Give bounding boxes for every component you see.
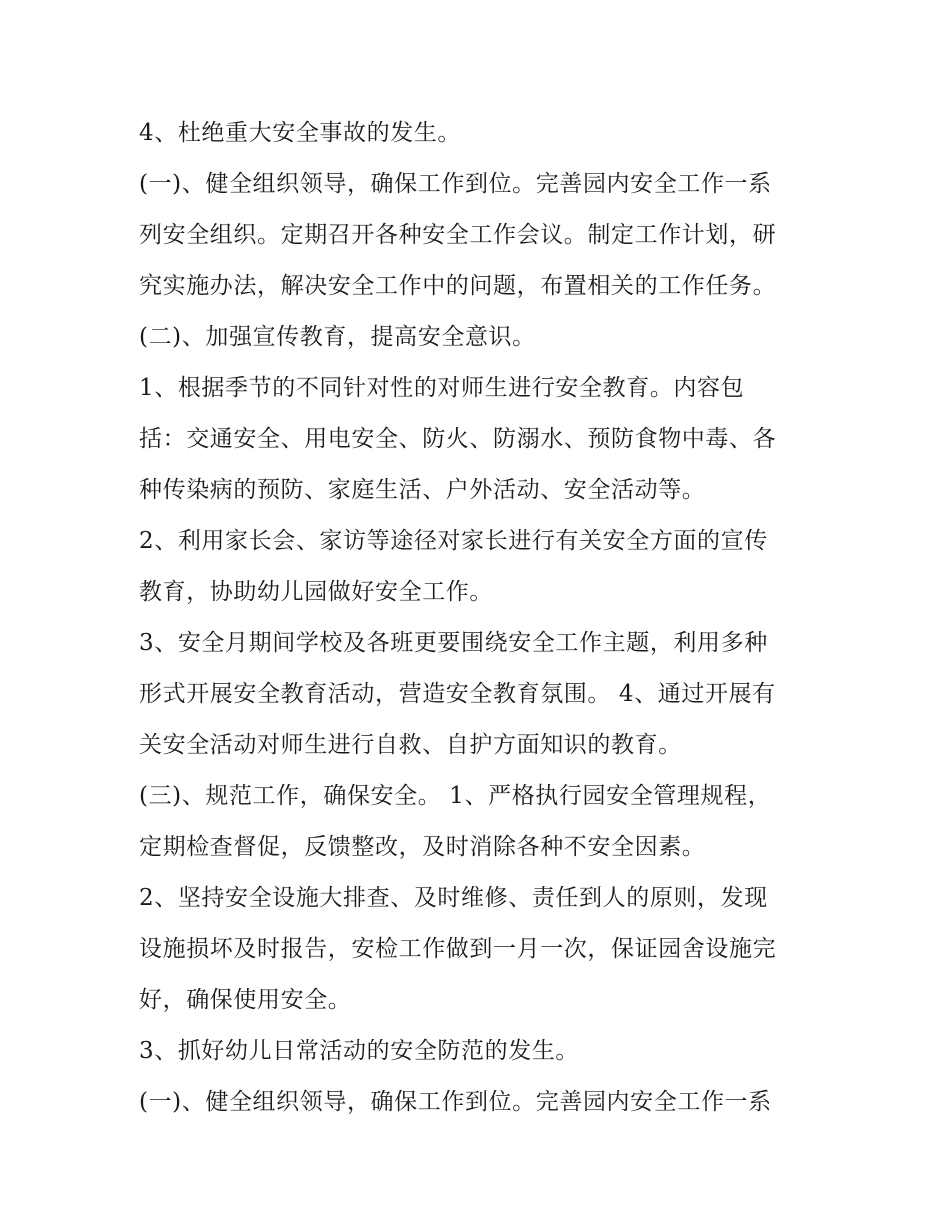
text-line: 设施损坏及时报告，安检工作做到一月一次，保证园舍设施完: [139, 936, 777, 962]
text-line: 好，确保使用安全。: [139, 987, 352, 1013]
text-line: 括：交通安全、用电安全、防火、防溺水、预防食物中毒、各: [139, 426, 777, 452]
text-line: (二)、加强宣传教育，提高安全意识。: [139, 324, 536, 350]
document-body: [139, 108, 829, 1128]
text-line: 3、安全月期间学校及各班更要围绕安全工作主题，利用多种: [139, 630, 768, 656]
text-line: 种传染病的预防、家庭生活、户外活动、安全活动等。: [139, 477, 706, 503]
text-line: 1、根据季节的不同针对性的对师生进行安全教育。内容包: [139, 375, 745, 401]
text-line: (一)、健全组织领导，确保工作到位。完善园内安全工作一系: [139, 171, 772, 197]
text-line: 2、坚持安全设施大排查、及时维修、责任到人的原则，发现: [139, 885, 768, 911]
text-line: (一)、健全组织领导，确保工作到位。完善园内安全工作一系: [139, 1089, 772, 1115]
text-line: 究实施办法，解决安全工作中的问题，布置相关的工作任务。: [139, 273, 777, 299]
text-line: 2、利用家长会、家访等途径对家长进行有关安全方面的宣传: [139, 528, 768, 554]
text-line: 列安全组织。定期召开各种安全工作会议。制定工作计划，研: [139, 222, 777, 248]
text-line: 教育，协助幼儿园做好安全工作。: [139, 579, 493, 605]
text-line: 4、杜绝重大安全事故的发生。: [139, 120, 462, 146]
text-line: (三)、规范工作，确保安全。 1、严格执行园安全管理规程，: [139, 783, 772, 809]
text-line: 形式开展安全教育活动，营造安全教育氛围。 4、通过开展有: [139, 681, 776, 707]
text-line: 定期检查督促，反馈整改，及时消除各种不安全因素。: [139, 834, 706, 860]
text-line: 3、抓好幼儿日常活动的安全防范的发生。: [139, 1038, 580, 1064]
text-line: 关安全活动对师生进行自救、自护方面知识的教育。: [139, 732, 682, 758]
